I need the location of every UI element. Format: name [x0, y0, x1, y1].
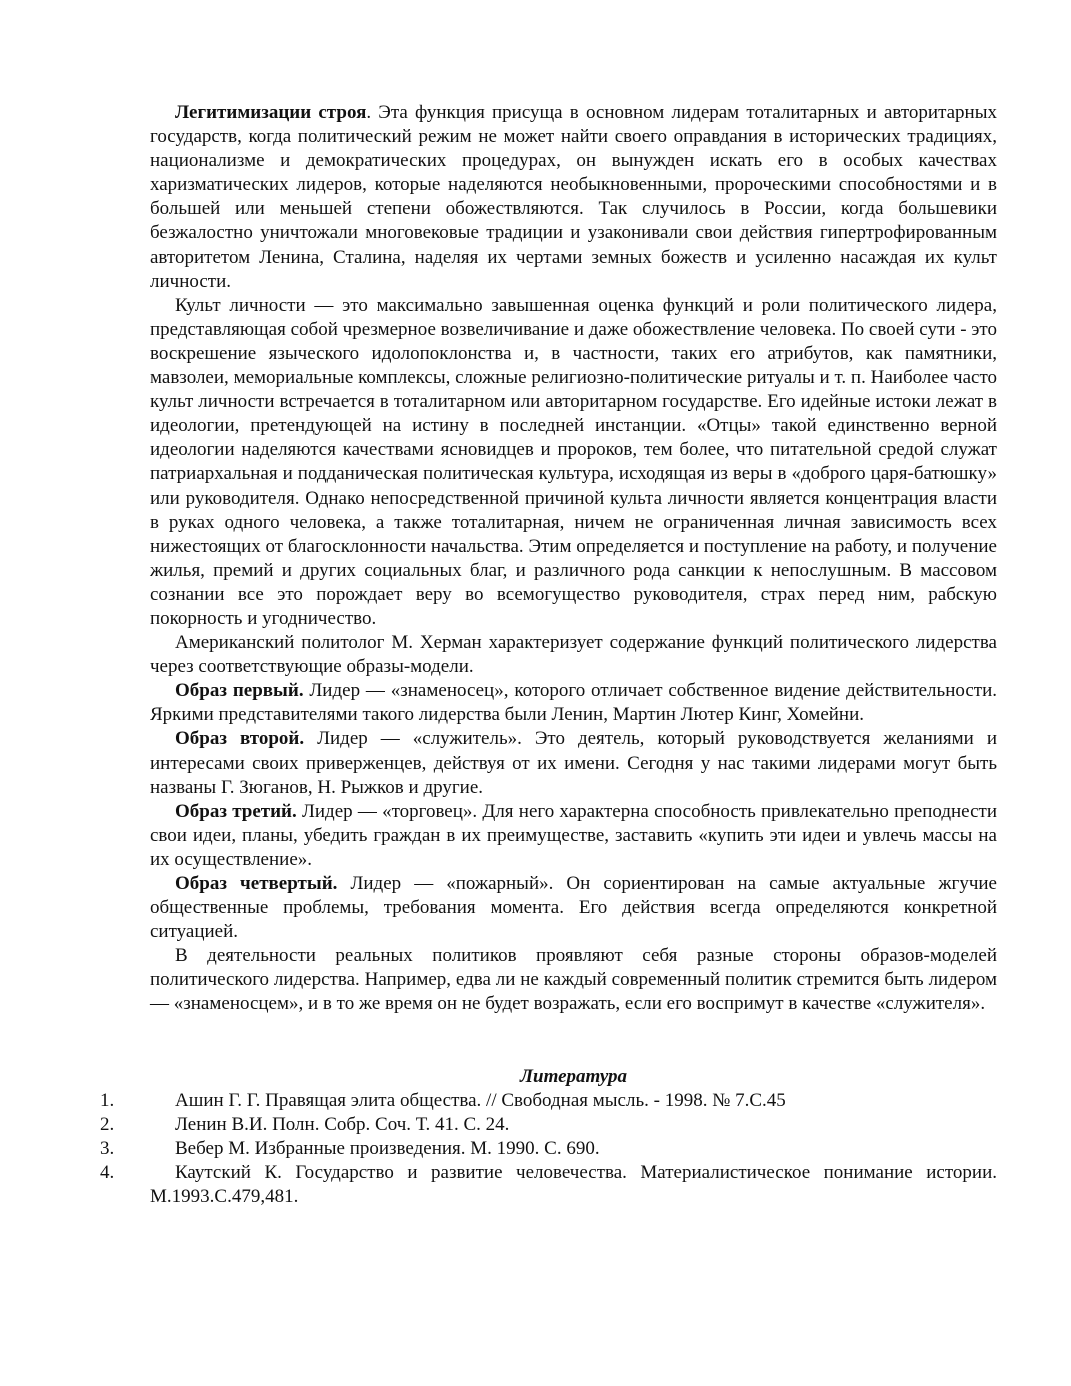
paragraph-personality-cult: [150, 294, 997, 631]
literature-item-number: 1.: [100, 1089, 115, 1111]
paragraph-text: Лидер — «торговец». Для него характерна способность привлекательно преподнести свои идеи, планы, убедить граждан в их преимуществе, заставить «купить эти идеи и увлечь массы на их осуществление».: [150, 800, 997, 870]
literature-item-text: Каутский К. Государство и развитие человечества. Материалистическое понимание истории. М.1993.С.479,481.: [150, 1161, 997, 1208]
literature-item-number: 4.: [100, 1161, 115, 1183]
literature-title: Литература: [519, 1065, 628, 1087]
paragraph-text: Американский политолог М. Херман характеризует содержание функций политического лидерства через соответствующие образы-модели.: [150, 632, 997, 678]
paragraph-image-fourth: [150, 872, 997, 944]
literature-list: [100, 1089, 997, 1209]
paragraph-text: Лидер — «знаменосец», которого отличает собственное видение действительности. Яркими представителями такого лидерства были Ленин, Мартин Лютер Кинг, Хомейни.: [150, 680, 997, 726]
literature-item: [100, 1113, 997, 1137]
paragraph-lead: Легитимизации строя: [175, 102, 367, 123]
literature-item-number: 2.: [100, 1113, 115, 1135]
paragraph-lead: Образ второй.: [175, 728, 305, 750]
paragraph-lead: Образ четвертый.: [175, 873, 338, 894]
paragraph-text: Культ личности — это максимально завышенная оценка функций и роли политического лидера, представляющая собой чрезмерное возвеличивание и даже обожествление человека. По своей сути - это воскрешение языческого идолопоклонства и, в частности, таких его атрибутов, как памятники, мавзолеи, мемориальные комплексы, сложные религиозно-политические ритуалы и т. п. Наиболее часто культ личности встречается в тоталитарном или авторитарном государстве. Его идейные истоки лежат в идеологии, претендующей на истину в последней инстанции. «Отцы» такой единственно верной идеологии наделяются качествами ясновидцев и пророков, тем более, что питательной средой служат патриархальная и подданическая политическая культура, исходящая из веры в «доброго царя-батюшку» или руководителя. Однако непосредственной причиной культа личности является концентрация власти в руках одного человека, а также тоталитарная, ничем не ограниченная личная зависимость всех нижестоящих от благосклонности начальства. Этим определяется и поступление на работу, и получение жилья, премий и других социальных благ, и различного рода санкции к непослушным. В массовом сознании все это порождает веру во всемогущество руководителя, страх перед ним, рабскую покорность и угодничество.: [150, 294, 997, 629]
paragraph-legitimization: [150, 101, 997, 294]
paragraph-lead: Образ третий.: [175, 800, 297, 822]
paragraph-real-politicians: [150, 944, 997, 1016]
paragraph-lead: Образ первый.: [175, 680, 304, 702]
literature-item: [100, 1137, 997, 1161]
paragraph-text: . Эта функция присуща в основном лидерам тоталитарных и авторитарных государств, когда политический режим не может найти своего оправдания в исторических традициях, национализме и демократических процедурах, он вынужден искать его в особых качествах харизматических лидеров, которые наделяются необыкновенными, пророческими способностями и в большей или меньшей степени обожествляются. Так случилось в России, когда большевики безжалостно уничтожали многовековые традиции и узаконивали свои действия гипертрофированным авторитетом Ленина, Сталина, наделяя их чертами земных божеств и усиленно насаждая их культ личности.: [150, 102, 997, 292]
literature-item-number: 3.: [100, 1137, 115, 1159]
literature-item-text: Вебер М. Избранные произведения. М. 1990. С. 690.: [175, 1137, 600, 1159]
literature-item-text: Ашин Г. Г. Правящая элита общества. // Свободная мысль. - 1998. № 7.С.45: [175, 1089, 786, 1111]
paragraph-image-third: [150, 800, 997, 872]
paragraph-text: Лидер — «пожарный». Он сориентирован на самые актуальные жгучие общественные проблемы, требования момента. Его действия всегда определяются конкретной ситуацией.: [150, 873, 997, 943]
paragraph-text: В деятельности реальных политиков проявляют себя разные стороны образов-моделей политического лидерства. Например, едва ли не каждый современный политик стремится быть лидером — «знаменосцем», и в то же время он не будет возражать, если его воспримут в качестве «служителя».: [150, 945, 997, 1015]
paragraph-image-second: [150, 727, 997, 799]
literature-item: [100, 1089, 997, 1113]
document-page: [100, 101, 997, 1209]
literature-item-text: Ленин В.И. Полн. Собр. Соч. Т. 41. С. 24.: [175, 1113, 510, 1135]
paragraph-image-first: [150, 679, 997, 727]
paragraph-text: Лидер — «служитель». Это деятель, который руководствуется желаниями и интересами своих приверженцев, действуя от их имени. Сегодня у нас такими лидерами могут быть названы Г. Зюганов, Н. Рыжков и другие.: [150, 728, 997, 798]
literature-item: [100, 1161, 997, 1209]
paragraph-herman: [150, 631, 997, 679]
